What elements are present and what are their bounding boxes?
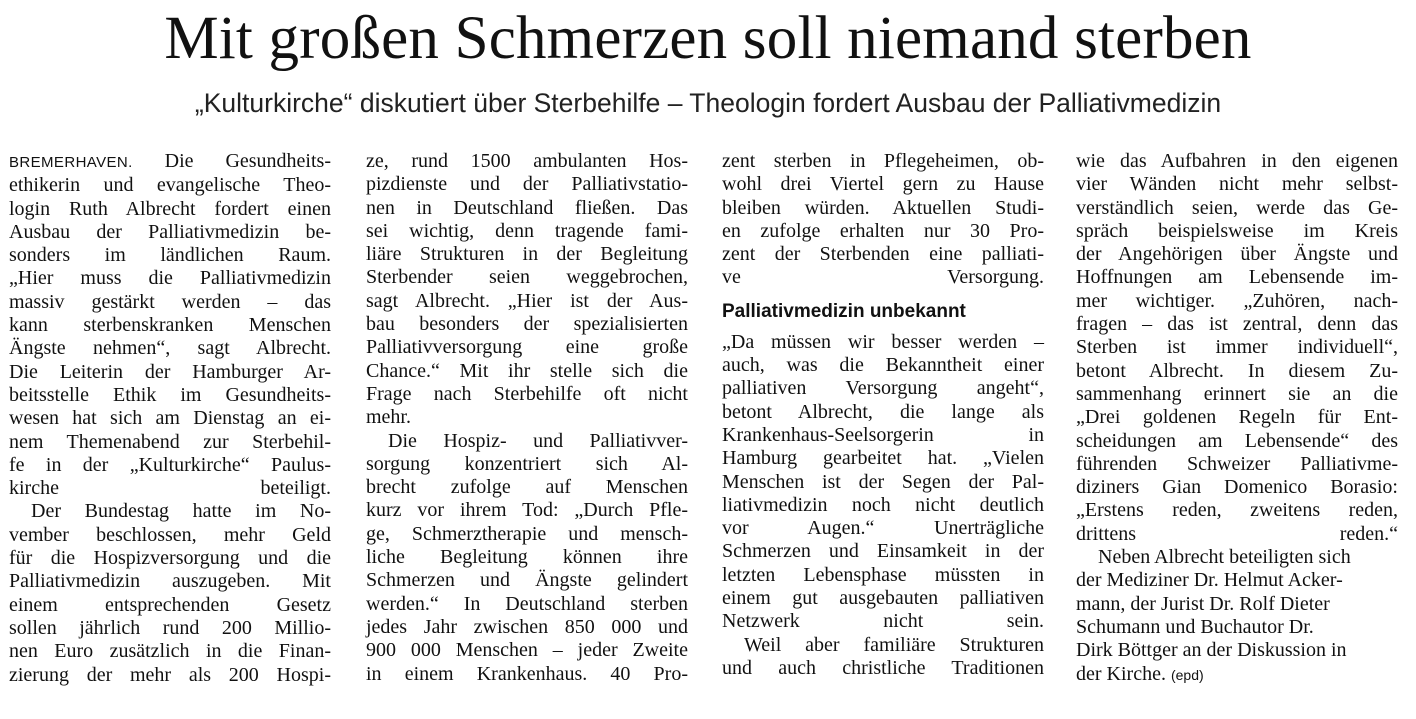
paragraph: Der Bundestag hatte im No- vember beschlossen, mehr Geld für die Hospizversorgung und die Palliativmedizin auszugeben. Mit einem entsprechenden Gesetz sollen jährlich rund 200 Millio- nen Euro zusätzlich in die Finan- zierung der mehr als 200 Hospi-: [9, 500, 331, 686]
article-column-3: [722, 150, 1044, 680]
byline: (epd): [1170, 666, 1204, 683]
paragraph: [9, 150, 331, 500]
article-column-2: [366, 150, 688, 686]
dateline: BREMERHAVEN.: [9, 154, 133, 171]
paragraph: Weil aber familiäre Strukturen und auch christliche Traditionen: [722, 633, 1044, 679]
paragraph: „Da müssen wir besser werden – auch, was die Bekanntheit einer palliativen Versorgung angeht“, betont Albrecht, die lange als Krankenhaus-Seelsorgerin in Hamburg gearbeitet hat. „Vielen Menschen ist der Segen der Pal- liativmedizin noch nicht deutlich vor Augen.“ Unerträgliche Schmerzen und Einsamkeit in der letzten Lebensphase müssten in einem gut ausgebauten palliativen Netzwerk nicht sein.: [722, 330, 1044, 633]
paragraph-text: Die Gesundheits- ethikerin und evangelische Theo- login Ruth Albrecht fordert einen Ausbau der Palliativmedizin be- sonders im ländlichen Raum. „Hier muss die Palliativmedizin massiv gestärkt werden – das kann sterbenskranken Menschen Ängste nehmen“, sagt Albrecht. Die Leiterin der Hamburger Ar- beitsstelle Ethik im Gesundheits- wesen hat sich am Dienstag an ei- nem Themenabend zur Sterbehil- fe in der „Kulturkirche“ Paulus- kirche beteiligt.: [9, 150, 331, 500]
article-column-1: [9, 150, 331, 687]
headline: Mit großen Schmerzen soll niemand sterben: [164, 5, 1252, 72]
section-subheading: Palliativmedizin unbekannt: [722, 300, 966, 322]
paragraph: Die Hospiz- und Palliativver- sorgung konzentriert sich Al- brecht zufolge auf Menschen kurz vor ihrem Tod: „Durch Pfle- ge, Schmerztherapie und mensch- liche Begleitung können ihre Schmerzen und Ängste gelindert werden.“ In Deutschland sterben jedes Jahr zwischen 850 000 und 900 000 Menschen – jeder Zweite in einem Krankenhaus. 40 Pro-: [366, 429, 688, 685]
subheadline: „Kulturkirche“ diskutiert über Sterbehilfe – Theologin fordert Ausbau der Palliativmedizin: [194, 88, 1222, 118]
paragraph: wie das Aufbahren in den eigenen vier Wänden nicht mehr selbst- verständlich seien, werde das Ge- spräch beispielsweise im Kreis der Angehörigen über Ängste und Hoffnungen am Lebensende im- mer wichtiger. „Zuhören, nach- fragen – das ist zentral, denn das Sterben ist immer individuell“, betont Albrecht. In diesem Zu- sammenhang erinnert sie an die „Drei goldenen Regeln für Ent- scheidungen am Lebensende“ des führenden Schweizer Palliativme- diziners Gian Domenico Borasio: „Erstens reden, zweitens reden, drittens reden.“: [1076, 150, 1398, 545]
paragraph: ze, rund 1500 ambulanten Hos- pizdienste und der Palliativstatio- nen in Deutschland fließen. Das sei wichtig, denn tragende fami- liäre Strukturen in der Begleitung Sterbender seien weggebrochen, sagt Albrecht. „Hier ist der Aus- bau besonders der spezialisierten Palliativversorgung eine große Chance.“ Mit ihr stelle sich die Frage nach Sterbehilfe oft nicht mehr.: [366, 150, 688, 429]
paragraph: [1076, 546, 1398, 687]
paragraph: zent sterben in Pflegeheimen, ob- wohl drei Viertel gern zu Hause bleiben würden. Aktuellen Studi- en zufolge erhalten nur 30 Pro- zent der Sterbenden eine palliati- ve Versorgung.: [722, 150, 1044, 289]
article-column-4: [1076, 150, 1398, 687]
paragraph-text: Neben Albrecht beteiligten sich der Mediziner Dr. Helmut Acker- mann, der Jurist Dr. Rolf Dieter Schumann und Buchautor Dr. Dirk Böttger an der Diskussion in der Kirche.: [1076, 546, 1351, 685]
